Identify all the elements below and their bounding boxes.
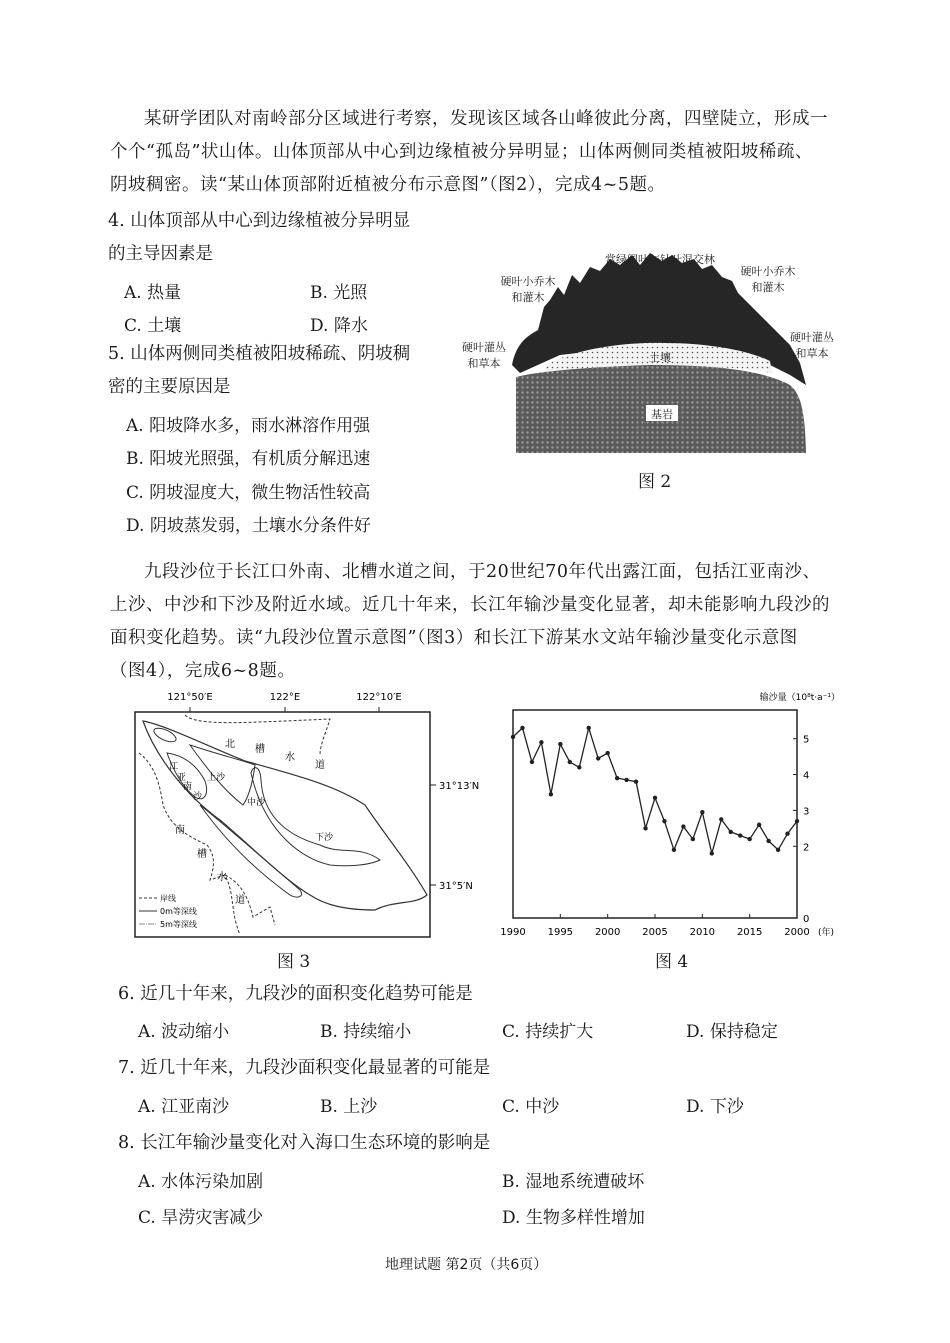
q5-option-b[interactable]: B. 阳坡光照强，有机质分解迅速 bbox=[126, 449, 371, 469]
y-tick-label: 5 bbox=[803, 734, 810, 746]
legend-0m: 0m等深线 bbox=[160, 907, 197, 916]
lon-tick-3: 122°10′E bbox=[356, 692, 402, 703]
data-point bbox=[710, 851, 714, 855]
question-8-stem: 8. 长江年输沙量变化对入海口生态环境的影响是 bbox=[118, 1133, 491, 1153]
figure-4-caption: 图 4 bbox=[655, 952, 689, 972]
question-7-stem: 7. 近几十年来，九段沙面积变化最显著的可能是 bbox=[118, 1058, 491, 1078]
q6-option-c[interactable]: C. 持续扩大 bbox=[502, 1022, 594, 1042]
zhongsha-label: 中沙 bbox=[247, 798, 266, 808]
q4-option-b[interactable]: B. 光照 bbox=[310, 283, 368, 303]
q5-option-a[interactable]: A. 阳坡降水多，雨水淋溶作用强 bbox=[126, 416, 371, 436]
q8-option-d[interactable]: D. 生物多样性增加 bbox=[502, 1208, 645, 1228]
lon-tick-2: 122°E bbox=[269, 692, 301, 703]
question-4-stem-line-1: 4. 山体顶部从中心到边缘植被分异明显 bbox=[108, 211, 411, 231]
passage-1-line-1: 某研学团队对南岭部分区域进行考察，发现该区域各山峰彼此分离，四壁陡立，形成一 bbox=[144, 109, 828, 129]
data-point bbox=[596, 756, 600, 760]
label-left-upper-1: 硬叶小乔木 bbox=[500, 275, 556, 288]
figure-2 bbox=[450, 245, 850, 495]
lat-tick-2: 31°5′N bbox=[439, 881, 473, 892]
figure-3-caption: 图 3 bbox=[277, 952, 311, 972]
q7-option-c[interactable]: C. 中沙 bbox=[502, 1097, 560, 1117]
data-point bbox=[700, 810, 704, 814]
passage-2 bbox=[110, 556, 850, 688]
question-5 bbox=[108, 338, 448, 404]
jiangya-3: 南 bbox=[183, 782, 193, 792]
data-point bbox=[776, 848, 780, 852]
x-tick-label: 2015 bbox=[736, 927, 763, 938]
data-point bbox=[558, 742, 562, 746]
vegetation-profile-diagram bbox=[450, 245, 850, 460]
q7-option-b[interactable]: B. 上沙 bbox=[320, 1097, 378, 1117]
y-tick-label: 0 bbox=[803, 914, 810, 925]
passage-2-line-2: 上沙、中沙和下沙及附近水域。近几十年来，长江年输沙量变化显著，却未能影响九段沙的 bbox=[110, 595, 830, 615]
data-point bbox=[738, 833, 742, 837]
sediment-load-line-chart bbox=[500, 685, 850, 950]
figure-4 bbox=[500, 685, 850, 975]
x-tick-label: 1995 bbox=[547, 927, 574, 938]
q5-option-d[interactable]: D. 阴坡蒸发弱，土壤水分条件好 bbox=[126, 516, 371, 536]
x-tick-label: 2000 bbox=[594, 927, 621, 938]
jiuduansha-location-map bbox=[125, 685, 495, 955]
data-point bbox=[624, 778, 628, 782]
q5-option-c[interactable]: C. 阴坡湿度大，微生物活性较高 bbox=[126, 483, 371, 503]
y-tick-label: 4 bbox=[803, 770, 810, 782]
data-point bbox=[520, 726, 524, 730]
q4-option-c[interactable]: C. 土壤 bbox=[124, 316, 182, 336]
label-right-upper-1: 硬叶小乔木 bbox=[740, 265, 796, 278]
label-right-upper-2: 和灌木 bbox=[751, 281, 785, 294]
question-5-stem-line-2: 密的主要原因是 bbox=[108, 377, 231, 397]
north-channel-1: 北 bbox=[225, 739, 235, 750]
passage-1-line-2: 个个“孤岛”状山体。山体顶部从中心到边缘植被分异明显；山体两侧同类植被阳坡稀疏、 bbox=[110, 142, 813, 162]
x-tick-label: 2000 bbox=[784, 927, 810, 938]
south-channel-1: 南 bbox=[175, 825, 185, 836]
question-4-stem-line-2: 的主导因素是 bbox=[108, 244, 213, 264]
y-tick-label: 2 bbox=[803, 842, 810, 854]
data-point bbox=[719, 817, 723, 821]
label-left-upper-2: 和灌木 bbox=[511, 291, 545, 304]
soil-label: 土壤 bbox=[649, 351, 671, 364]
legend-shoreline: 岸线 bbox=[160, 894, 176, 903]
plot-frame bbox=[513, 710, 797, 918]
data-point bbox=[634, 780, 638, 784]
q8-option-c[interactable]: C. 旱涝灾害减少 bbox=[138, 1208, 264, 1228]
data-point bbox=[747, 837, 751, 841]
passage-2-line-3: 面积变化趋势。读“九段沙位置示意图”（图3）和长江下游某水文站年输沙量变化示意图 bbox=[110, 628, 798, 648]
data-point bbox=[643, 826, 647, 830]
x-tick-label: 2005 bbox=[642, 927, 668, 938]
data-point bbox=[587, 726, 591, 730]
south-channel-2: 槽 bbox=[197, 849, 207, 860]
x-tick-label: 1990 bbox=[500, 927, 526, 938]
passage-2-line-4: （图4），完成6~8题。 bbox=[110, 661, 296, 681]
data-point bbox=[549, 792, 553, 796]
question-4 bbox=[108, 205, 448, 271]
q4-option-a[interactable]: A. 热量 bbox=[124, 283, 182, 303]
lat-tick-1: 31°13′N bbox=[439, 781, 480, 792]
data-point bbox=[672, 848, 676, 852]
passage-1 bbox=[110, 103, 850, 202]
y-tick-label: 3 bbox=[803, 806, 810, 818]
data-point bbox=[785, 832, 789, 836]
data-point bbox=[766, 839, 770, 843]
jiangya-2: 亚 bbox=[177, 773, 187, 783]
data-point bbox=[662, 819, 666, 823]
data-point bbox=[539, 740, 543, 744]
data-point bbox=[605, 751, 609, 755]
chart-xlabel: (年) bbox=[818, 928, 835, 938]
label-right-lower-2: 和草本 bbox=[795, 347, 829, 360]
q6-option-d[interactable]: D. 保持稳定 bbox=[686, 1022, 778, 1042]
data-point bbox=[615, 776, 619, 780]
chart-ylabel: 输沙量（10⁸t·a⁻¹） bbox=[759, 693, 840, 703]
jiangya-1: 江 bbox=[169, 762, 179, 772]
legend-5m: 5m等深线 bbox=[160, 920, 197, 929]
x-tick-label: 2010 bbox=[689, 927, 716, 938]
figure-3 bbox=[125, 685, 495, 975]
label-top-forest: 常绿阔叶与针叶混交林 bbox=[605, 253, 715, 266]
data-point bbox=[511, 735, 515, 739]
q7-option-a[interactable]: A. 江亚南沙 bbox=[138, 1097, 230, 1117]
data-point bbox=[681, 824, 685, 828]
page-footer: 地理试题 第2页（共6页） bbox=[385, 1257, 548, 1273]
data-point bbox=[530, 760, 534, 764]
data-point bbox=[795, 819, 799, 823]
north-channel-2: 槽 bbox=[255, 744, 265, 755]
south-channel-3: 水 bbox=[217, 872, 227, 883]
q6-option-a[interactable]: A. 波动缩小 bbox=[138, 1022, 230, 1042]
bedrock-label: 基岩 bbox=[651, 408, 673, 421]
passage-2-line-1: 九段沙位于长江口外南、北槽水道之间，于20世纪70年代出露江面，包括江亚南沙、 bbox=[144, 562, 821, 582]
data-point bbox=[577, 765, 581, 769]
label-left-lower-2: 和草本 bbox=[467, 357, 501, 370]
question-6-stem: 6. 近几十年来，九段沙的面积变化趋势可能是 bbox=[118, 984, 473, 1004]
data-point bbox=[729, 830, 733, 834]
south-channel-4: 道 bbox=[235, 895, 245, 906]
label-right-lower-1: 硬叶灌丛 bbox=[790, 331, 834, 344]
north-channel-3: 水 bbox=[285, 752, 295, 763]
shangsha-label: 上沙 bbox=[207, 773, 226, 783]
q7-option-d[interactable]: D. 下沙 bbox=[686, 1097, 744, 1117]
data-point bbox=[757, 823, 761, 827]
jiangya-4: 沙 bbox=[193, 792, 203, 802]
data-point bbox=[653, 796, 657, 800]
data-point bbox=[691, 837, 695, 841]
q8-option-a[interactable]: A. 水体污染加剧 bbox=[138, 1172, 264, 1192]
question-5-stem-line-1: 5. 山体两侧同类植被阳坡稀疏、阴坡稠 bbox=[108, 344, 411, 364]
q6-option-b[interactable]: B. 持续缩小 bbox=[320, 1022, 412, 1042]
data-point bbox=[568, 760, 572, 764]
figure-2-caption: 图 2 bbox=[638, 472, 672, 492]
north-channel-4: 道 bbox=[315, 760, 325, 771]
passage-1-line-3: 阴坡稠密。读“某山体顶部附近植被分布示意图”（图2），完成4~5题。 bbox=[110, 175, 666, 195]
q8-option-b[interactable]: B. 湿地系统遭破坏 bbox=[502, 1172, 645, 1192]
lon-tick-1: 121°50′E bbox=[167, 692, 213, 703]
q4-option-d[interactable]: D. 降水 bbox=[310, 316, 368, 336]
label-left-lower-1: 硬叶灌丛 bbox=[462, 341, 506, 354]
xiasha-label: 下沙 bbox=[315, 833, 334, 843]
